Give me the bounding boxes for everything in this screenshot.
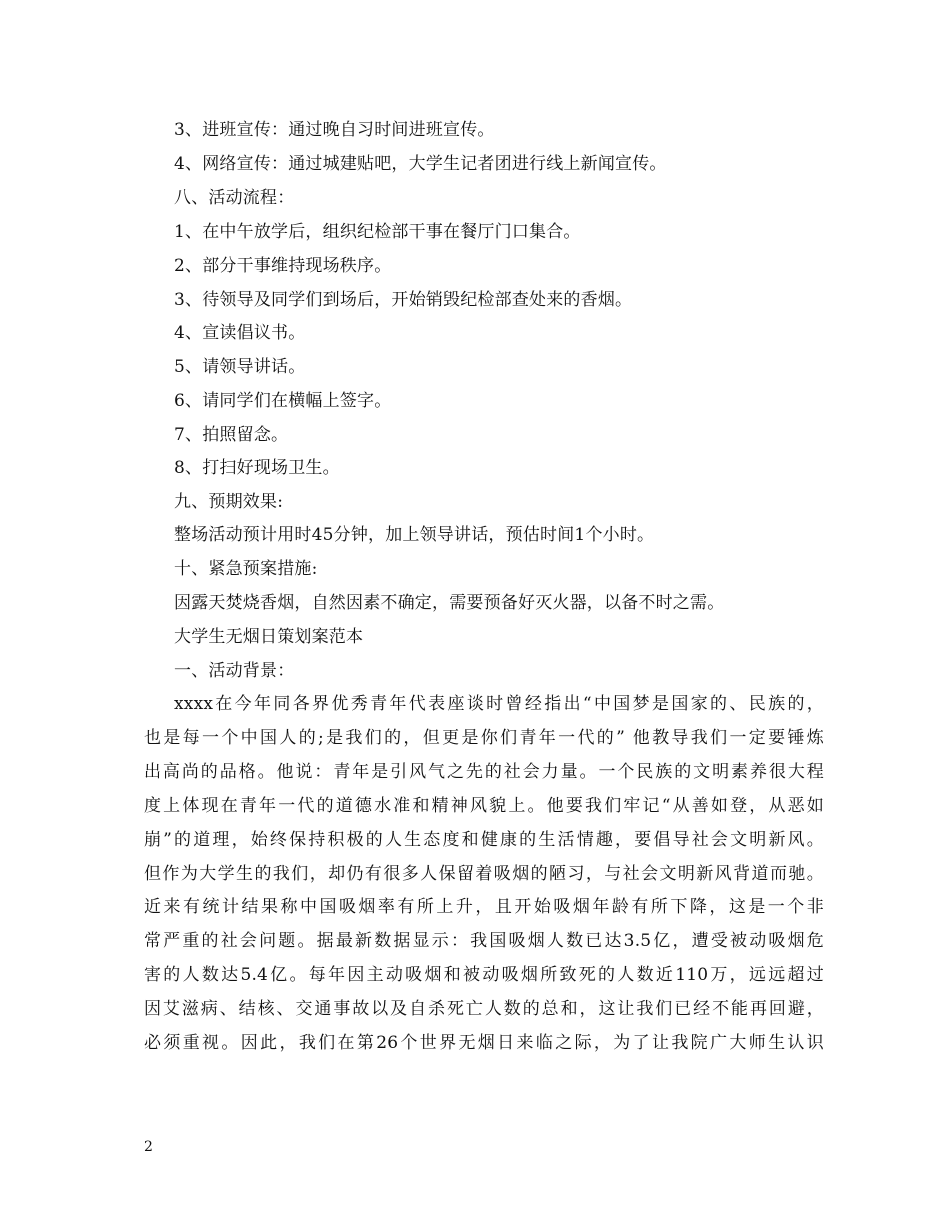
list-item: 6、请同学们在横幅上签字。 bbox=[174, 391, 392, 411]
document-title: 大学生无烟日策划案范本 bbox=[174, 627, 364, 647]
paragraph-line: 度上体现在青年一代的道德水准和精神风貌上。他要我们牢记“从善如登，从恶如 bbox=[144, 796, 824, 816]
paragraph-line: 近来有统计结果称中国吸烟率有所上升，且开始吸烟年龄有所下降，这是一个非 bbox=[144, 897, 824, 917]
list-item: 3、待领导及同学们到场后，开始销毁纪检部查处来的香烟。 bbox=[174, 290, 633, 310]
text-line: 3、进班宣传：通过晚自习时间进班宣传。 bbox=[174, 120, 495, 140]
paragraph-line: 因艾滋病、结核、交通事故以及自杀死亡人数的总和，这让我们已经不能再回避， bbox=[144, 999, 824, 1019]
list-item: 8、打扫好现场卫生。 bbox=[174, 458, 340, 478]
text-line: 因露天焚烧香烟，自然因素不确定，需要预备好灭火器，以备不时之需。 bbox=[174, 593, 725, 613]
list-item: 4、宣读倡议书。 bbox=[174, 323, 306, 343]
text-line: 4、网络宣传：通过城建贴吧，大学生记者团进行线上新闻宣传。 bbox=[174, 154, 667, 174]
list-item: 2、部分干事维持现场秩序。 bbox=[174, 256, 392, 276]
section-heading: 八、活动流程： bbox=[174, 188, 295, 208]
list-item: 1、在中午放学后，组织纪检部干事在餐厅门口集合。 bbox=[174, 222, 581, 242]
paragraph-line: 但作为大学生的我们，却仍有很多人保留着吸烟的陋习，与社会文明新风背道而驰。 bbox=[144, 864, 824, 884]
paragraph-line: xxxx在今年同各界优秀青年代表座谈时曾经指出“中国梦是国家的、民族的， bbox=[174, 694, 824, 714]
section-heading: 九、预期效果: bbox=[174, 492, 284, 512]
section-heading: 十、紧急预案措施: bbox=[174, 559, 318, 579]
section-heading: 一、活动背景： bbox=[174, 661, 295, 681]
text-line: 整场活动预计用时45分钟，加上领导讲话，预估时间1个小时。 bbox=[174, 525, 655, 545]
paragraph-line: 必须重视。因此，我们在第26个世界无烟日来临之际，为了让我院广大师生认识 bbox=[144, 1033, 824, 1053]
paragraph-line: 崩”的道理，始终保持积极的人生态度和健康的生活情趣，要倡导社会文明新风。 bbox=[144, 830, 824, 850]
paragraph-line: 常严重的社会问题。据最新数据显示：我国吸烟人数已达3.5亿，遭受被动吸烟危 bbox=[144, 931, 824, 951]
paragraph-line: 也是每一个中国人的;是我们的，但更是你们青年一代的” 他教导我们一定要锤炼 bbox=[144, 728, 824, 748]
paragraph-line: 出高尚的品格。他说：青年是引风气之先的社会力量。一个民族的文明素养很大程 bbox=[144, 762, 824, 782]
list-item: 7、拍照留念。 bbox=[174, 425, 289, 445]
list-item: 5、请领导讲话。 bbox=[174, 357, 306, 377]
paragraph-line: 害的人数达5.4亿。每年因主动吸烟和被动吸烟所致死的人数近110万，远远超过 bbox=[144, 965, 824, 985]
page-number: 2 bbox=[144, 1139, 153, 1155]
